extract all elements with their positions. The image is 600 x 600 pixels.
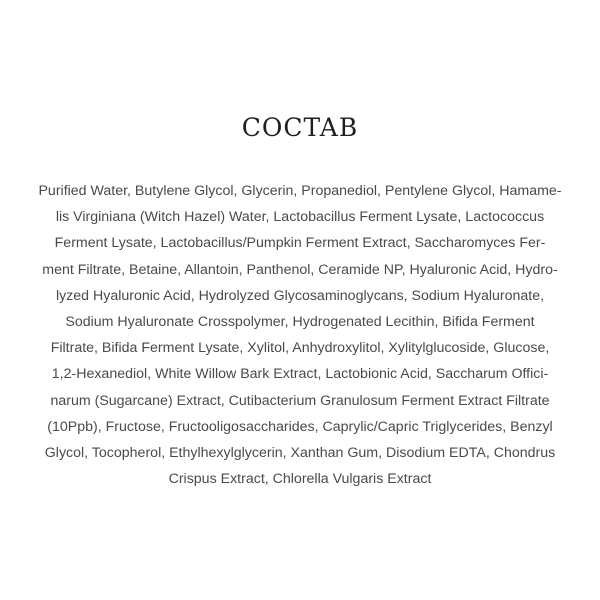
ingredients-line: Sodium Hyaluronate Crosspolymer, Hydrogenated Lecithin, Bifida Ferment xyxy=(65,314,535,331)
ingredients-line: narum (Sugarcane) Extract, Cutibacterium Granulosum Ferment Extract Filtrate xyxy=(50,392,550,409)
ingredients-line: lyzed Hyaluronic Acid, Hydrolyzed Glycosaminoglycans, Sodium Hyaluronate, xyxy=(55,287,545,304)
ingredients-line: Ferment Lysate, Lactobacillus/Pumpkin Ferment Extract, Saccharomyces Fer- xyxy=(54,235,546,252)
ingredients-line: Purified Water, Butylene Glycol, Glycerin, Propanediol, Pentylene Glycol, Hamame- xyxy=(38,183,562,199)
ingredients-line: lis Virginiana (Witch Hazel) Water, Lactobacillus Ferment Lysate, Lactococcus xyxy=(55,209,545,226)
ingredients-line: 1,2-Hexanediol, White Willow Bark Extract, Lactobionic Acid, Saccharum Offici- xyxy=(51,366,549,383)
ingredients-line: ment Filtrate, Betaine, Allantoin, Panthenol, Ceramide NP, Hyaluronic Acid, Hydro- xyxy=(42,261,558,278)
ingredients-line: Glycol, Tocopherol, Ethylhexylglycerin, Xanthan Gum, Disodium EDTA, Chondrus xyxy=(44,445,556,462)
ingredients-line: (10Ppb), Fructose, Fructooligosaccharides, Caprylic/Capric Triglycerides, Benzyl xyxy=(47,418,553,435)
ingredients-line: Filtrate, Bifida Ferment Lysate, Xylitol, Anhydroxylitol, Xylitylglucoside, Glucose, xyxy=(50,340,550,357)
product-title: COCTAB xyxy=(241,113,359,142)
ingredients-list xyxy=(15,178,585,492)
ingredients-line: Crispus Extract, Chlorella Vulgaris Extract xyxy=(168,471,432,488)
